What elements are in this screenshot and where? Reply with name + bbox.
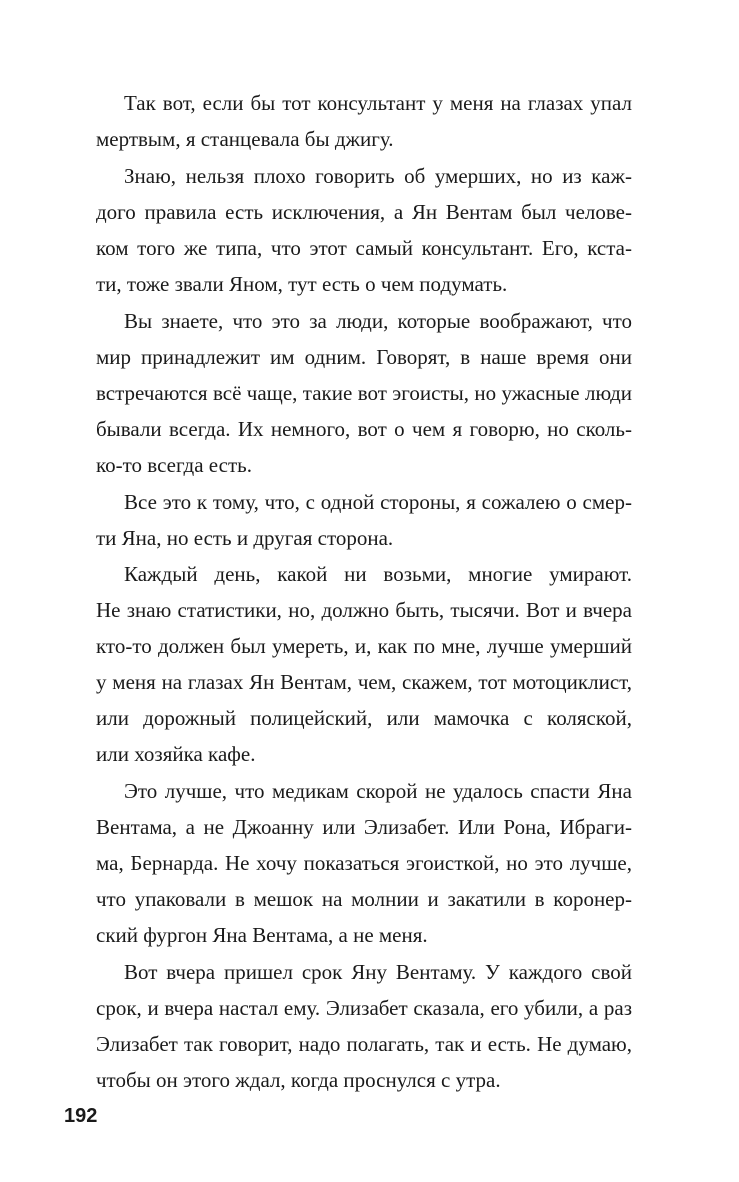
paragraph-7-line-1: Вот вчера пришел срок Яну Вентаму. У каждого свой [124,960,632,984]
paragraph-7-line-3: Элизабет так говорит, надо полагать, так и есть. Не думаю, [96,1032,632,1056]
paragraph-3-line-4: бывали всегда. Их немного, вот о чем я говорю, но сколь- [96,417,632,441]
page-number: 192 [64,1105,98,1127]
paragraph-1-line-1: Так вот, если бы тот консультант у меня на глазах упал [124,91,632,115]
paragraph-5-line-6: или хозяйка кафе. [96,742,256,766]
paragraph-6-line-1: Это лучше, что медикам скорой не удалось спасти Яна [124,779,632,803]
paragraph-5-line-1: Каждый день, какой ни возьми, многие умирают. [124,562,632,586]
paragraph-4-line-2: ти Яна, но есть и другая сторона. [96,526,394,550]
paragraph-6-line-5: ский фургон Яна Вентама, а не меня. [96,923,428,947]
paragraph-3-line-3: встречаются всё чаще, такие вот эгоисты, но ужасные люди [96,381,632,405]
paragraph-7-line-4: чтобы он этого ждал, когда проснулся с утра. [96,1068,501,1092]
paragraph-5-line-5: или дорожный полицейский, или мамочка с коляской, [96,706,632,730]
paragraph-2-line-2: дого правила есть исключения, а Ян Вентам был челове- [96,200,632,224]
paragraph-7-line-2: срок, и вчера настал ему. Элизабет сказала, его убили, а раз [96,996,632,1020]
paragraph-3-line-5: ко-то всегда есть. [96,453,252,477]
paragraph-1-line-2: мертвым, я станцевала бы джигу. [96,127,394,151]
paragraph-2-line-4: ти, тоже звали Яном, тут есть о чем подумать. [96,272,508,296]
paragraph-6-line-4: что упаковали в мешок на молнии и закатили в коронер- [96,887,632,911]
paragraph-5-line-3: кто-то должен был умереть, и, как по мне, лучше умерший [96,634,632,658]
paragraph-3-line-2: мир принадлежит им одним. Говорят, в наше время они [96,345,632,369]
paragraph-3-line-1: Вы знаете, что это за люди, которые воображают, что [124,309,632,333]
paragraph-4-line-1: Все это к тому, что, с одной стороны, я сожалею о смер- [124,490,632,514]
paragraph-2-line-3: ком того же типа, что этот самый консультант. Его, кста- [96,236,632,260]
paragraph-5-line-4: у меня на глазах Ян Вентам, чем, скажем, тот мотоциклист, [96,670,632,694]
paragraph-6-line-3: ма, Бернарда. Не хочу показаться эгоисткой, но это лучше, [96,851,632,875]
paragraph-2-line-1: Знаю, нельзя плохо говорить об умерших, но из каж- [124,164,632,188]
paragraph-6-line-2: Вентама, а не Джоанну или Элизабет. Или Рона, Ибраги- [96,815,632,839]
paragraph-5-line-2: Не знаю статистики, но, должно быть, тысячи. Вот и вчера [96,598,632,622]
